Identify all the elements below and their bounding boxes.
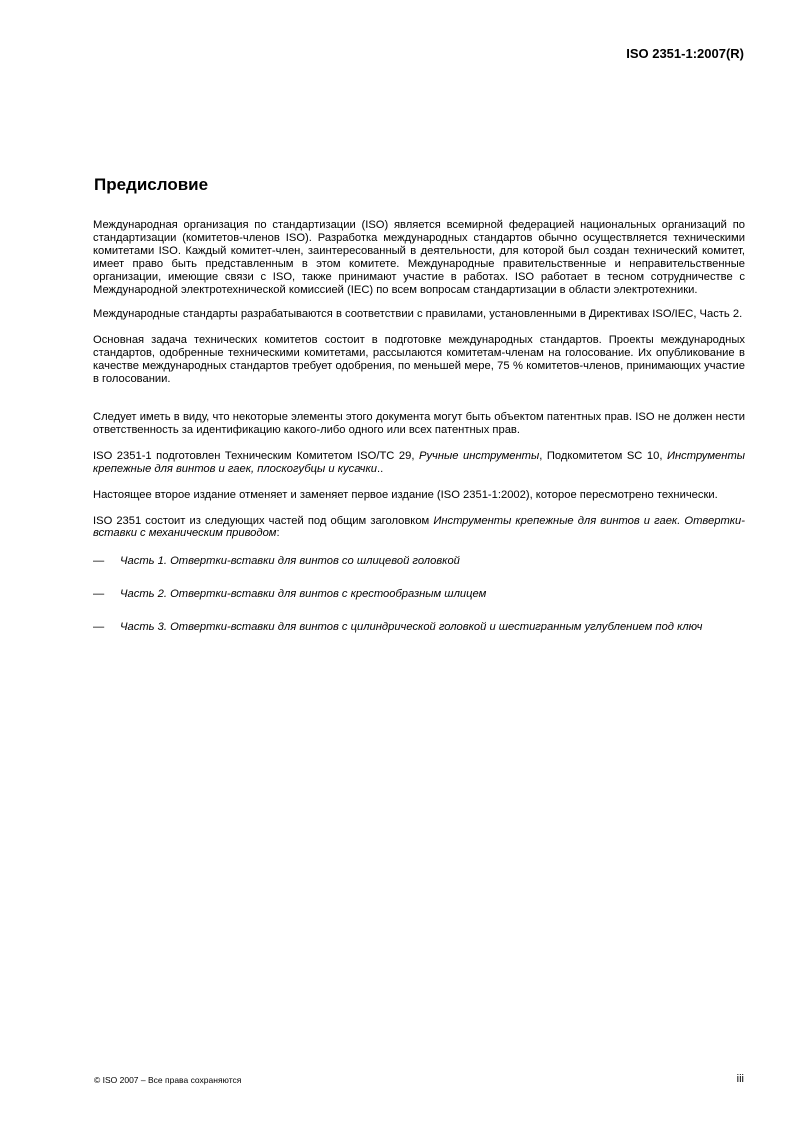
paragraph-2: Международные стандарты разрабатываются в соответствии с правилами, установленными в Директивах ISO/IEC, Часть 2. <box>93 308 743 321</box>
paragraph-6: Настоящее второе издание отменяет и заменяет первое издание (ISO 2351-1:2002), которое пересмотрено технически. <box>93 488 718 501</box>
page-number: iii <box>736 1073 744 1085</box>
list-item <box>93 621 745 634</box>
paragraph-7-text: ISO 2351 состоит из следующих частей под общим заголовком <box>93 514 434 527</box>
copyright-notice: © ISO 2007 – Все права сохраняются <box>94 1075 242 1085</box>
paragraph-7-text: : <box>276 527 280 540</box>
dash-bullet: — <box>93 555 105 568</box>
subcommittee-name: Инструменты крепежные для винтов и гаек, плоскогубцы и кусачки <box>93 449 745 475</box>
list-item-text: Часть 1. Отвертки-вставки для винтов со шлицевой головкой <box>120 555 460 568</box>
paragraph-7 <box>93 515 745 541</box>
list-item <box>93 588 745 601</box>
dash-bullet: — <box>93 588 105 601</box>
general-title: Инструменты крепежные для винтов и гаек. Отвертки-вставки с механическим приводом <box>93 514 745 540</box>
list-item-text: Часть 2. Отвертки-вставки для винтов с крестообразным шлицем <box>120 588 487 601</box>
document-body <box>93 219 745 634</box>
paragraph-4: Следует иметь в виду, что некоторые элементы этого документа могут быть объектом патентных прав. ISO не должен нести ответственность за идентификацию какого-либо одного или всех патентных прав. <box>93 410 745 436</box>
paragraph-5-text: ISO 2351-1 подготовлен Техническим Комитетом ISO/TC 29, <box>93 449 419 462</box>
committee-name: Ручные инструменты <box>418 449 540 462</box>
paragraph-3: Основная задача технических комитетов состоит в подготовке международных стандартов. Проекты международных стандартов, одобренные техническими комитетами, рассылаются комитетам-членам на голосование. Их опубликование в качестве международных стандартов требует одобрения, по меньшей мере, 75 % комитетов-членов, принимающих участие в голосовании. <box>93 334 745 386</box>
dash-bullet: — <box>93 621 105 634</box>
paragraph-5-text: .. <box>376 462 384 475</box>
section-title: Предисловие <box>94 175 209 194</box>
list-item <box>93 555 745 568</box>
paragraph-5-text: , Подкомитетом SC 10, <box>539 449 667 462</box>
list-item-text: Часть 3. Отвертки-вставки для винтов с цилиндрической головкой и шестигранным углублением под ключ <box>120 621 703 634</box>
paragraph-1: Международная организация по стандартизации (ISO) является всемирной федерацией национальных организаций по стандартизации (комитетов-членов ISO). Разработка международных стандартов обычно осуществляется техническими комитетами ISO. Каждый комитет-член, заинтересованный в деятельности, для которой был создан технический комитет, имеет право быть представленным в этом комитете. Международные правительственные и неправительственные организации, имеющие связи с ISO, также принимают участие в работах. ISO работает в тесном сотрудничестве с Международной электротехнической комиссией (IEC) по всем вопросам стандартизации в области электротехники. <box>93 219 745 296</box>
paragraph-5 <box>93 450 745 476</box>
document-code: ISO 2351-1:2007(R) <box>626 46 744 61</box>
